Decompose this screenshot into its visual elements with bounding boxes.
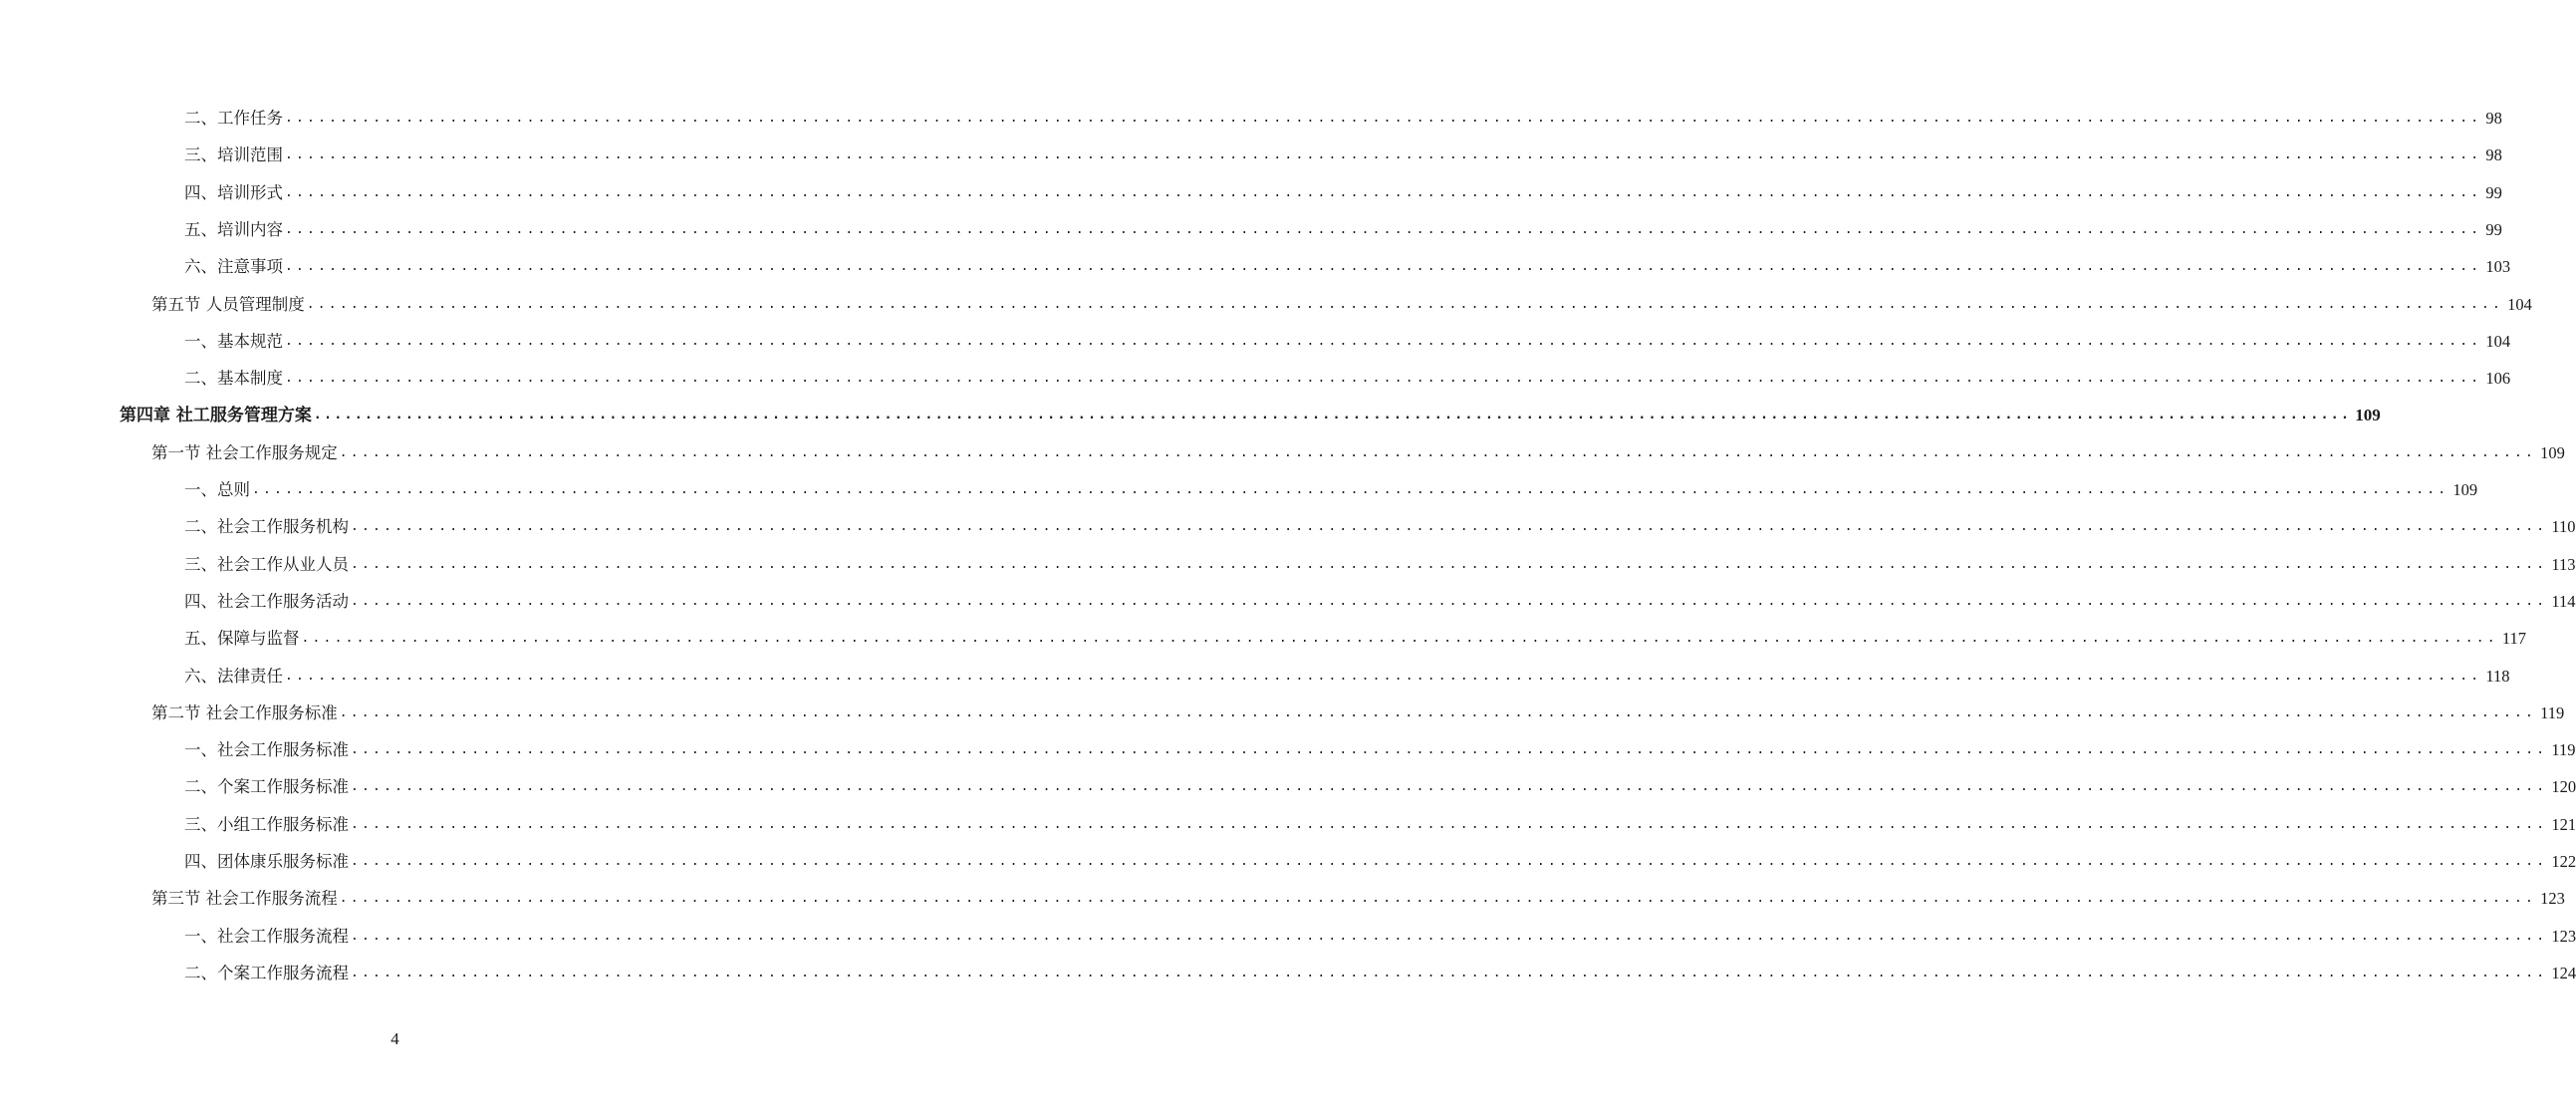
toc-entry-title: 二、个案工作服务流程 (184, 963, 349, 982)
toc-section-entry[interactable] (151, 436, 2565, 470)
toc-entry-page: 104 (2507, 294, 2532, 314)
toc-item-entry[interactable] (184, 176, 2502, 210)
toc-leader-dots: ........................................................................................................................................................................................................ (351, 519, 2548, 535)
toc-leader-dots: ........................................................................................................................................................................................................ (252, 482, 2449, 497)
toc-section-entry[interactable] (151, 288, 2532, 322)
toc-leader-dots: ........................................................................................................................................................................................................ (351, 556, 2548, 572)
toc-leader-dots: ........................................................................................................................................................................................................ (351, 742, 2548, 758)
toc-item-entry[interactable] (184, 660, 2510, 694)
toc-entry-page: 106 (2485, 369, 2511, 389)
toc-entry-title: 四、社会工作服务活动 (184, 591, 349, 611)
toc-leader-dots: ........................................................................................................................................................................................................ (285, 221, 2482, 237)
toc-leader-dots: ........................................................................................................................................................................................................ (313, 408, 2352, 423)
toc-item-entry[interactable] (184, 250, 2511, 284)
toc-entry-page: 124 (2551, 963, 2576, 982)
toc-item-entry[interactable] (184, 139, 2502, 172)
toc-item-entry[interactable] (184, 622, 2526, 656)
toc-entry-page: 117 (2501, 629, 2526, 649)
toc-item-entry[interactable] (184, 548, 2576, 582)
toc-entry-title: 六、法律责任 (184, 666, 283, 686)
toc-leader-dots: ........................................................................................................................................................................................................ (351, 854, 2548, 869)
toc-entry-title: 第三节 社会工作服务流程 (151, 889, 338, 909)
toc-entry-title: 第一节 社会工作服务规定 (151, 442, 338, 462)
toc-item-entry[interactable] (184, 102, 2502, 136)
toc-entry-page: 99 (2485, 182, 2502, 202)
toc-entry-page: 114 (2551, 591, 2576, 611)
toc-item-entry[interactable] (184, 325, 2511, 359)
toc-leader-dots: ........................................................................................................................................................................................................ (339, 444, 2537, 460)
toc-item-entry[interactable] (184, 213, 2502, 247)
toc-entry-page: 104 (2485, 331, 2511, 351)
toc-leader-dots: ........................................................................................................................................................................................................ (306, 296, 2504, 312)
toc-item-entry[interactable] (184, 510, 2576, 544)
toc-leader-dots: ........................................................................................................................................................................................................ (285, 371, 2482, 387)
toc-leader-dots: ........................................................................................................................................................................................................ (351, 816, 2548, 832)
toc-leader-dots: ........................................................................................................................................................................................................ (285, 259, 2482, 275)
toc-entry-title: 一、总则 (184, 480, 250, 499)
toc-entry-title: 三、小组工作服务标准 (184, 814, 349, 834)
toc-leader-dots: ........................................................................................................................................................................................................ (351, 928, 2548, 944)
toc-entry-title: 三、培训范围 (184, 145, 283, 165)
toc-leader-dots: ........................................................................................................................................................................................................ (285, 111, 2482, 126)
toc-entry-title: 二、个案工作服务标准 (184, 777, 349, 797)
toc-item-entry[interactable] (184, 957, 2576, 990)
toc-entry-title: 一、社会工作服务标准 (184, 740, 349, 760)
toc-entry-title: 五、保障与监督 (184, 629, 300, 649)
toc-entry-page: 110 (2551, 517, 2576, 537)
toc-chapter-entry[interactable] (120, 399, 2381, 432)
toc-section-entry[interactable] (151, 882, 2565, 916)
toc-item-entry[interactable] (184, 845, 2576, 879)
toc-entry-page: 120 (2551, 777, 2576, 797)
toc-leader-dots: ........................................................................................................................................................................................................ (285, 333, 2482, 349)
toc-entry-page: 98 (2485, 109, 2502, 128)
toc-leader-dots: ........................................................................................................................................................................................................ (285, 147, 2482, 163)
toc-entry-title: 六、注意事项 (184, 257, 283, 277)
toc-entry-title: 四、培训形式 (184, 182, 283, 202)
toc-item-entry[interactable] (184, 362, 2511, 396)
toc-entry-title: 四、团体康乐服务标准 (184, 852, 349, 871)
toc-leader-dots: ........................................................................................................................................................................................................ (351, 593, 2548, 609)
toc-entry-page: 109 (2355, 406, 2381, 425)
toc-entry-title: 一、基本规范 (184, 331, 283, 351)
toc-entry-page: 119 (2551, 740, 2576, 760)
toc-entry-title: 一、社会工作服务流程 (184, 926, 349, 946)
toc-leader-dots: ........................................................................................................................................................................................................ (339, 891, 2537, 907)
toc-leader-dots: ........................................................................................................................................................................................................ (351, 965, 2548, 980)
toc-entry-title: 二、工作任务 (184, 109, 283, 128)
toc-leader-dots: ........................................................................................................................................................................................................ (285, 668, 2482, 684)
toc-entry-page: 103 (2485, 257, 2511, 277)
toc-item-entry[interactable] (184, 733, 2576, 767)
toc-section-entry[interactable] (151, 697, 2565, 730)
toc-entry-page: 109 (2540, 442, 2565, 462)
toc-entry-title: 五、培训内容 (184, 219, 283, 239)
toc-entry-page: 98 (2485, 145, 2502, 165)
toc-item-entry[interactable] (184, 770, 2576, 804)
toc-entry-page: 122 (2551, 852, 2576, 871)
toc-leader-dots: ........................................................................................................................................................................................................ (339, 704, 2537, 720)
toc-entry-page: 118 (2485, 666, 2510, 686)
toc-entry-page: 119 (2540, 702, 2565, 722)
toc-entry-title: 二、基本制度 (184, 369, 283, 389)
toc-entry-page: 121 (2551, 814, 2576, 834)
toc-entry-title: 三、社会工作从业人员 (184, 554, 349, 574)
toc-entry-page: 99 (2485, 219, 2502, 239)
toc-entry-page: 123 (2540, 889, 2565, 909)
toc-entry-title: 第四章 社工服务管理方案 (120, 406, 312, 426)
toc-entry-page: 123 (2551, 926, 2576, 946)
toc-item-entry[interactable] (184, 808, 2576, 842)
toc-item-entry[interactable] (184, 473, 2478, 507)
toc-leader-dots: ........................................................................................................................................................................................................ (351, 779, 2548, 795)
toc-leader-dots: ........................................................................................................................................................................................................ (301, 631, 2498, 647)
toc-entry-title: 第二节 社会工作服务标准 (151, 702, 338, 722)
toc-item-entry[interactable] (184, 585, 2576, 619)
toc-entry-title: 二、社会工作服务机构 (184, 517, 349, 537)
toc-entry-page: 113 (2551, 554, 2576, 574)
toc-entry-page: 109 (2452, 480, 2478, 499)
page-number: 4 (390, 1029, 399, 1048)
toc-leader-dots: ........................................................................................................................................................................................................ (285, 184, 2482, 200)
toc-entry-title: 第五节 人员管理制度 (151, 294, 305, 314)
toc-item-entry[interactable] (184, 920, 2576, 954)
